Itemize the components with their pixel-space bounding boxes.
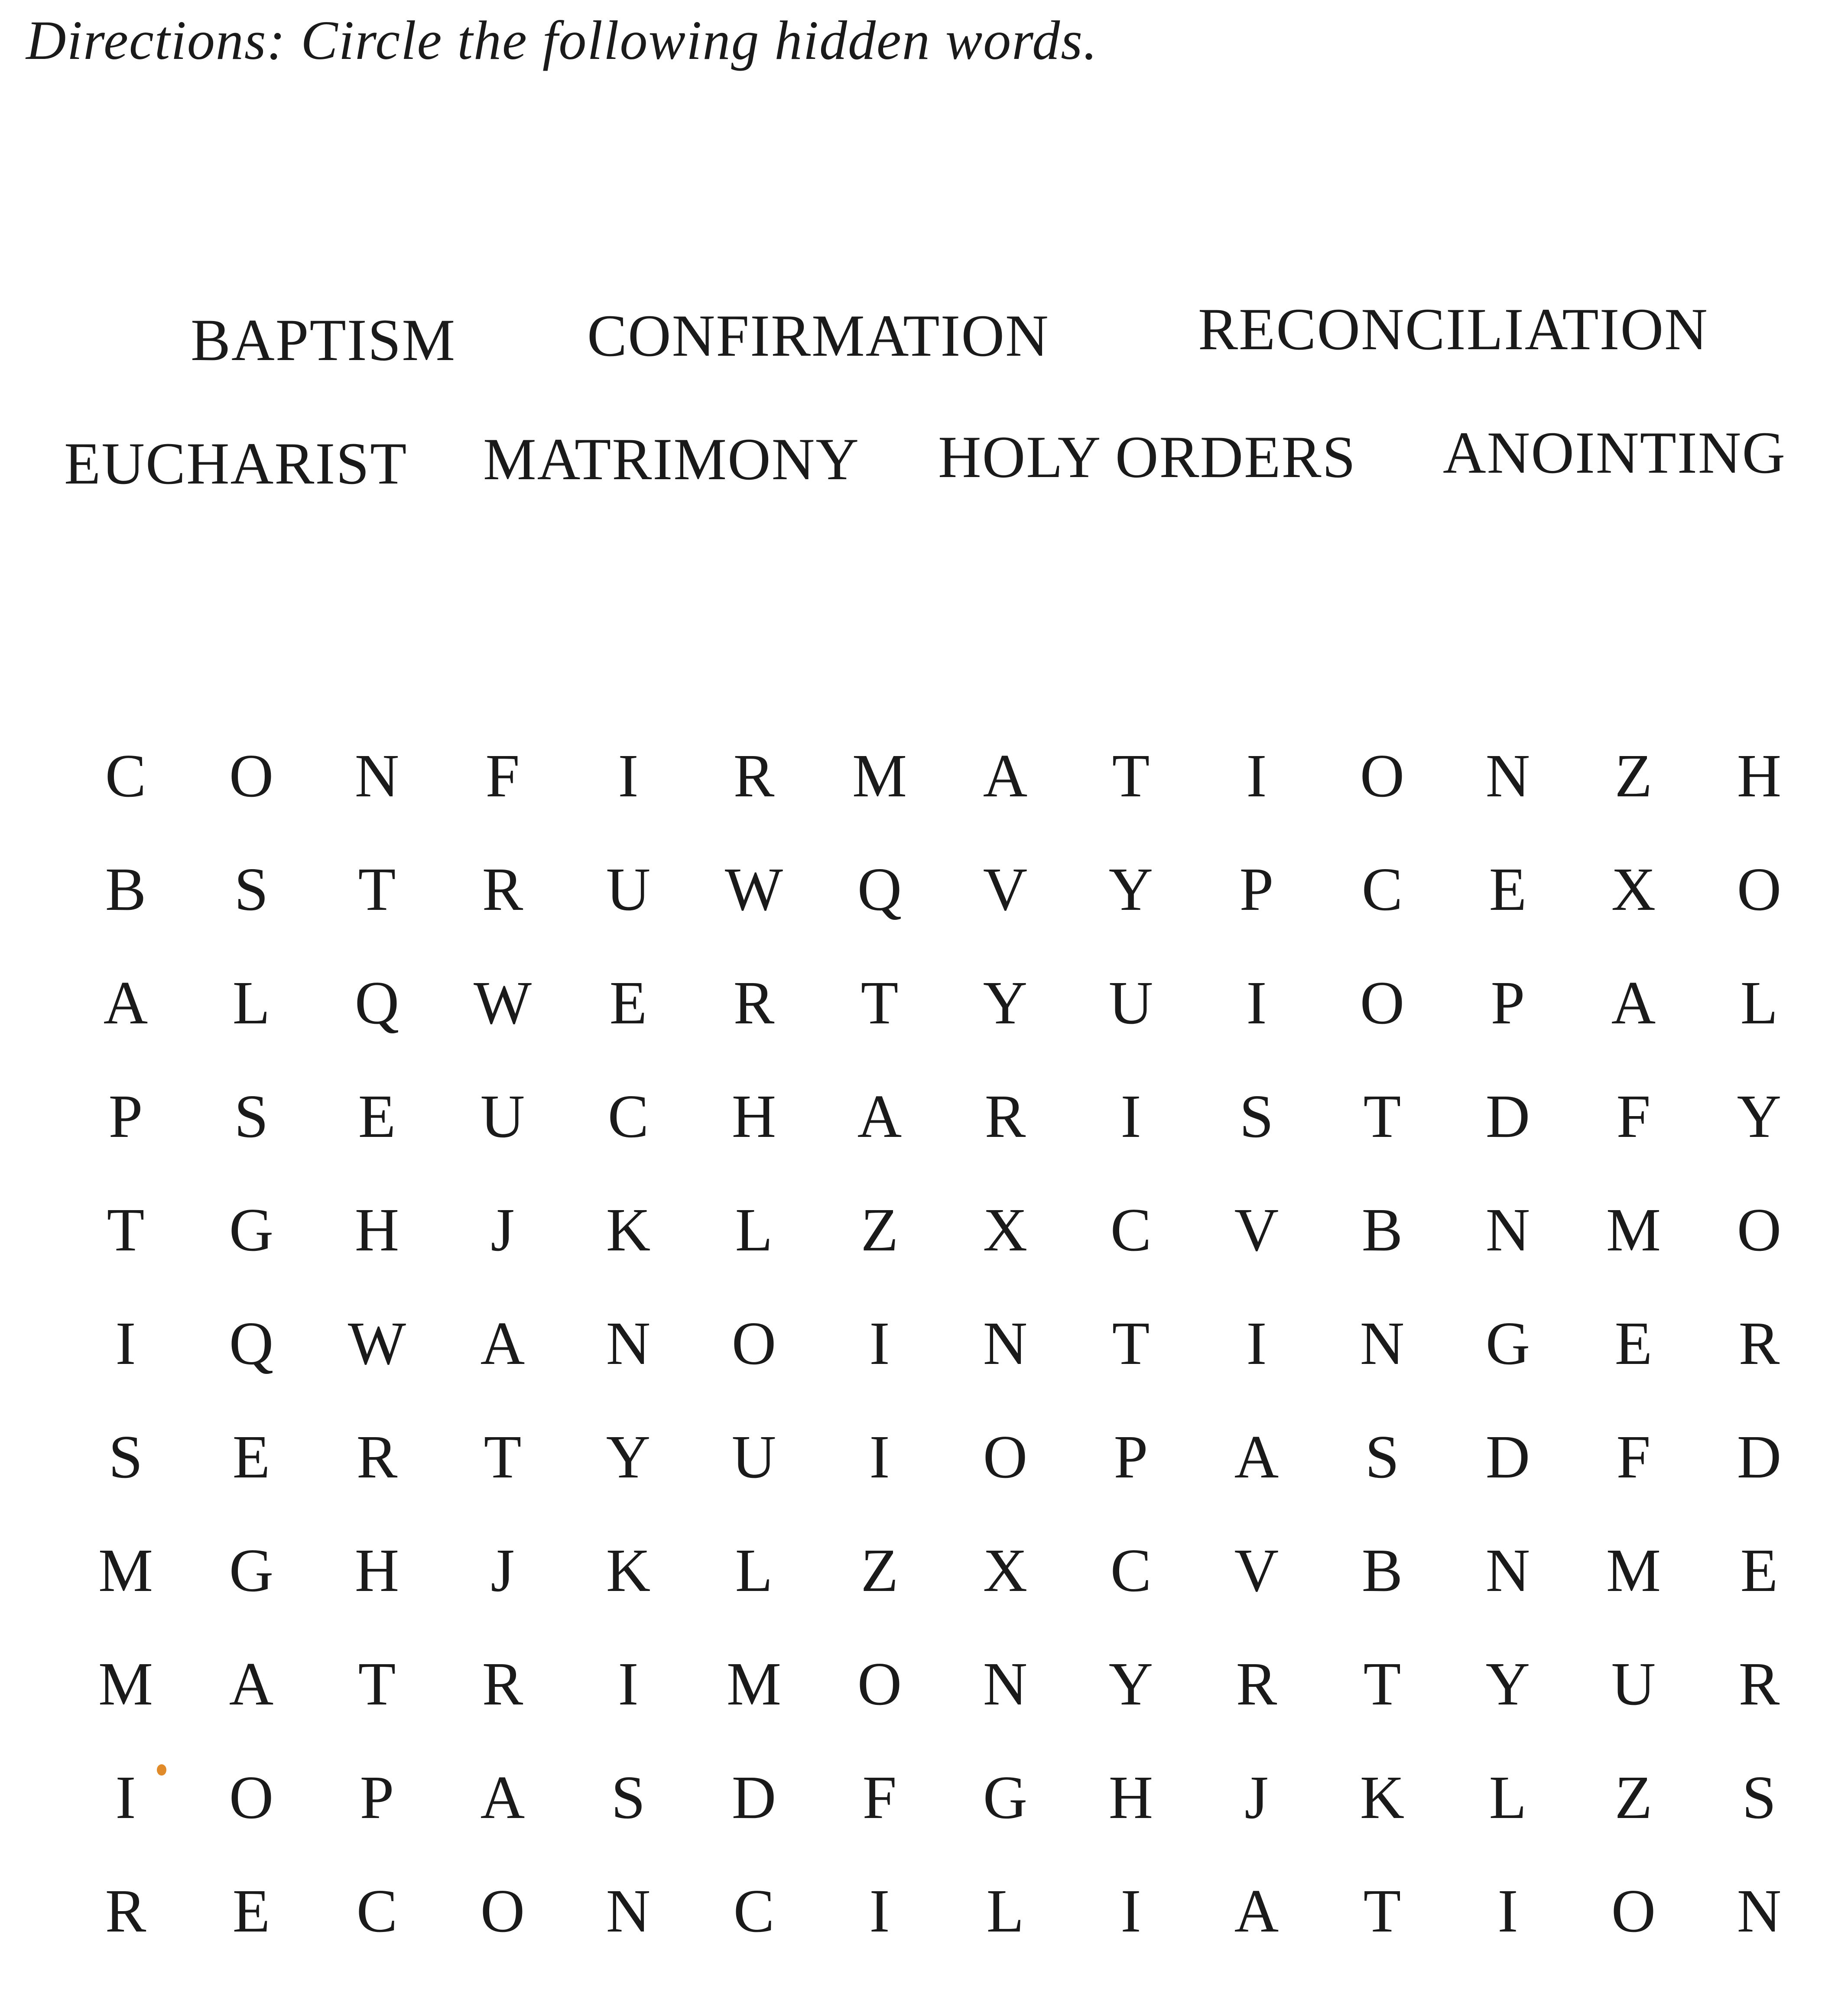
grid-letter[interactable]: K	[1360, 1763, 1405, 1831]
grid-row	[78, 1754, 1794, 1841]
grid-letter[interactable]: V	[1234, 1536, 1279, 1604]
grid-letter[interactable]: S	[108, 1422, 143, 1491]
grid-letter[interactable]: O	[229, 1763, 274, 1831]
grid-letter[interactable]: Z	[861, 1536, 899, 1604]
grid-letter[interactable]: Z	[861, 1195, 899, 1264]
grid-letter[interactable]: Y	[606, 1422, 651, 1491]
word-bank-item: CONFIRMATION	[587, 302, 1049, 369]
grid-letter[interactable]: M	[98, 1649, 153, 1718]
grid-letter[interactable]: A	[103, 968, 148, 1037]
grid-letter[interactable]: N	[1485, 1195, 1530, 1264]
grid-letter[interactable]: P	[1239, 855, 1274, 923]
grid-letter[interactable]: I	[869, 1876, 890, 1945]
grid-letter[interactable]: P	[360, 1763, 394, 1831]
grid-letter[interactable]: M	[1606, 1536, 1661, 1604]
grid-letter[interactable]: H	[731, 1082, 776, 1150]
ink-speck	[157, 1764, 166, 1776]
grid-letter[interactable]: A	[229, 1649, 274, 1718]
grid-letter[interactable]: M	[1606, 1195, 1661, 1264]
grid-letter[interactable]: J	[1244, 1763, 1269, 1831]
grid-letter[interactable]: P	[108, 1082, 143, 1150]
grid-letter[interactable]: J	[490, 1195, 515, 1264]
grid-letter[interactable]: T	[358, 855, 396, 923]
grid-letter[interactable]: O	[1360, 741, 1405, 810]
grid-letter[interactable]: A	[480, 1763, 525, 1831]
grid-letter[interactable]: L	[1740, 968, 1778, 1037]
grid-letter[interactable]: I	[1120, 1876, 1141, 1945]
grid-letter[interactable]: B	[105, 855, 146, 923]
grid-letter[interactable]: P	[1114, 1422, 1148, 1491]
grid-letter[interactable]: N	[1485, 1536, 1530, 1604]
grid-letter[interactable]: I	[115, 1309, 136, 1377]
grid-letter[interactable]: I	[1246, 741, 1267, 810]
grid-letter[interactable]: S	[234, 855, 269, 923]
grid-letter[interactable]: R	[1738, 1649, 1780, 1718]
grid-letter[interactable]: R	[1738, 1309, 1780, 1377]
grid-letter[interactable]: W	[473, 968, 532, 1037]
word-bank-item: BAPTISM	[191, 307, 456, 373]
grid-row	[78, 846, 1794, 932]
grid-letter[interactable]: W	[724, 855, 783, 923]
grid-letter[interactable]: C	[1110, 1195, 1152, 1264]
grid-letter[interactable]: G	[1485, 1309, 1530, 1377]
grid-letter[interactable]: T	[107, 1195, 145, 1264]
grid-letter[interactable]: D	[1737, 1422, 1782, 1491]
grid-letter[interactable]: I	[1246, 1309, 1267, 1377]
grid-letter[interactable]: B	[1361, 1195, 1403, 1264]
grid-letter[interactable]: H	[354, 1195, 399, 1264]
grid-letter[interactable]: R	[1236, 1649, 1277, 1718]
grid-letter[interactable]: L	[1489, 1763, 1527, 1831]
grid-letter[interactable]: N	[606, 1309, 651, 1377]
grid-letter[interactable]: Y	[983, 968, 1028, 1037]
grid-letter[interactable]: K	[606, 1195, 651, 1264]
grid-letter[interactable]: U	[731, 1422, 776, 1491]
word-bank-item: RECONCILIATION	[1198, 296, 1708, 362]
grid-letter[interactable]: Z	[1614, 1763, 1653, 1831]
grid-letter[interactable]: C	[356, 1876, 398, 1945]
grid-letter[interactable]: O	[1737, 855, 1782, 923]
grid-letter[interactable]: S	[1365, 1422, 1400, 1491]
grid-letter[interactable]: F	[862, 1763, 897, 1831]
grid-letter[interactable]: M	[852, 741, 907, 810]
word-bank-item: HOLY ORDERS	[938, 424, 1357, 490]
directions-text: Directions: Circle the following hidden words.	[26, 10, 1098, 71]
grid-letter[interactable]: I	[869, 1309, 890, 1377]
grid-letter[interactable]: A	[857, 1082, 902, 1150]
grid-letter[interactable]: T	[1112, 1309, 1150, 1377]
grid-letter[interactable]: N	[354, 741, 399, 810]
grid-letter[interactable]: N	[983, 1649, 1028, 1718]
grid-letter[interactable]: E	[232, 1876, 270, 1945]
grid-letter[interactable]: W	[347, 1309, 406, 1377]
grid-letter[interactable]: L	[232, 968, 270, 1037]
grid-letter[interactable]: N	[1737, 1876, 1782, 1945]
grid-letter[interactable]: E	[1489, 855, 1527, 923]
grid-letter[interactable]: M	[726, 1649, 782, 1718]
grid-letter[interactable]: V	[1234, 1195, 1279, 1264]
grid-row	[78, 959, 1794, 1046]
grid-letter[interactable]: E	[1740, 1536, 1778, 1604]
grid-letter[interactable]: Y	[1108, 1649, 1153, 1718]
grid-letter[interactable]: A	[1234, 1422, 1279, 1491]
grid-letter[interactable]: D	[1485, 1082, 1530, 1150]
grid-letter[interactable]: A	[1234, 1876, 1279, 1945]
grid-letter[interactable]: R	[482, 1649, 523, 1718]
grid-row	[78, 1867, 1794, 1954]
grid-letter[interactable]: T	[1112, 741, 1150, 810]
grid-letter[interactable]: S	[234, 1082, 269, 1150]
grid-letter[interactable]: T	[1363, 1082, 1401, 1150]
grid-letter[interactable]: L	[735, 1536, 773, 1604]
grid-letter[interactable]: D	[731, 1763, 776, 1831]
grid-letter[interactable]: J	[490, 1536, 515, 1604]
grid-letter[interactable]: O	[229, 741, 274, 810]
word-search-grid	[78, 732, 1794, 1989]
grid-letter[interactable]: E	[232, 1422, 270, 1491]
grid-letter[interactable]: Y	[1108, 855, 1153, 923]
grid-letter[interactable]: B	[1361, 1536, 1403, 1604]
grid-letter[interactable]: I	[1246, 968, 1267, 1037]
grid-letter[interactable]: X	[983, 1536, 1028, 1604]
grid-letter[interactable]: F	[1616, 1422, 1651, 1491]
grid-letter[interactable]: E	[609, 968, 647, 1037]
grid-letter[interactable]: H	[1108, 1763, 1153, 1831]
grid-letter[interactable]: S	[1742, 1763, 1776, 1831]
grid-letter[interactable]: Q	[354, 968, 399, 1037]
grid-letter[interactable]: M	[98, 1536, 153, 1604]
grid-letter[interactable]: I	[1497, 1876, 1518, 1945]
grid-letter[interactable]: R	[105, 1876, 146, 1945]
grid-letter[interactable]: C	[1110, 1536, 1152, 1604]
grid-letter[interactable]: T	[358, 1649, 396, 1718]
grid-letter[interactable]: R	[482, 855, 523, 923]
grid-letter[interactable]: Y	[1737, 1082, 1782, 1150]
grid-letter[interactable]: O	[1737, 1195, 1782, 1264]
grid-letter[interactable]: L	[986, 1876, 1024, 1945]
grid-letter[interactable]: N	[983, 1309, 1028, 1377]
grid-letter[interactable]: F	[1616, 1082, 1651, 1150]
grid-letter[interactable]: O	[983, 1422, 1028, 1491]
grid-letter[interactable]: A	[983, 741, 1028, 810]
grid-letter[interactable]: U	[480, 1082, 525, 1150]
grid-letter[interactable]: R	[984, 1082, 1026, 1150]
grid-row	[78, 1640, 1794, 1727]
grid-letter[interactable]: U	[1108, 968, 1153, 1037]
grid-letter[interactable]: I	[1120, 1082, 1141, 1150]
grid-letter[interactable]: R	[733, 968, 775, 1037]
grid-letter[interactable]: U	[1611, 1649, 1656, 1718]
grid-letter[interactable]: N	[1360, 1309, 1405, 1377]
grid-row	[78, 732, 1794, 819]
grid-letter[interactable]: C	[1361, 855, 1403, 923]
grid-letter[interactable]: P	[1491, 968, 1525, 1037]
grid-letter[interactable]: Z	[1614, 741, 1653, 810]
grid-letter[interactable]: Q	[857, 855, 902, 923]
grid-letter[interactable]: I	[618, 1649, 639, 1718]
grid-letter[interactable]: I	[869, 1422, 890, 1491]
grid-letter[interactable]: S	[611, 1763, 646, 1831]
grid-letter[interactable]: E	[1614, 1309, 1653, 1377]
grid-letter[interactable]: C	[105, 741, 146, 810]
grid-letter[interactable]: L	[735, 1195, 773, 1264]
grid-letter[interactable]: T	[1363, 1649, 1401, 1718]
grid-letter[interactable]: A	[480, 1309, 525, 1377]
grid-letter[interactable]: E	[358, 1082, 396, 1150]
grid-letter[interactable]: G	[229, 1536, 274, 1604]
grid-letter[interactable]: H	[1737, 741, 1782, 810]
grid-letter[interactable]: V	[983, 855, 1028, 923]
grid-letter[interactable]: Q	[229, 1309, 274, 1377]
grid-letter[interactable]: D	[1485, 1422, 1530, 1491]
grid-letter[interactable]: I	[115, 1763, 136, 1831]
grid-letter[interactable]: C	[733, 1876, 775, 1945]
grid-letter[interactable]: K	[606, 1536, 651, 1604]
grid-letter[interactable]: H	[354, 1536, 399, 1604]
grid-letter[interactable]: X	[983, 1195, 1028, 1264]
grid-letter[interactable]: R	[733, 741, 775, 810]
grid-letter[interactable]: G	[983, 1763, 1028, 1831]
grid-letter[interactable]: N	[1485, 741, 1530, 810]
grid-row	[78, 1073, 1794, 1159]
grid-letter[interactable]: O	[1360, 968, 1405, 1037]
grid-letter[interactable]: O	[1611, 1876, 1656, 1945]
grid-row	[78, 1186, 1794, 1273]
grid-letter[interactable]: S	[1239, 1082, 1274, 1150]
grid-letter[interactable]: T	[484, 1422, 522, 1491]
word-bank-item: EUCHARIST	[64, 430, 408, 497]
grid-letter[interactable]: U	[606, 855, 651, 923]
grid-letter[interactable]: O	[731, 1309, 776, 1377]
grid-letter[interactable]: X	[1611, 855, 1656, 923]
grid-letter[interactable]: I	[618, 741, 639, 810]
grid-letter[interactable]: O	[857, 1649, 902, 1718]
grid-row	[78, 1413, 1794, 1500]
grid-row	[78, 1300, 1794, 1386]
grid-letter[interactable]: C	[607, 1082, 649, 1150]
grid-letter[interactable]: F	[485, 741, 520, 810]
word-bank-item: ANOINTING	[1443, 419, 1786, 486]
grid-letter[interactable]: A	[1611, 968, 1656, 1037]
word-bank-item: MATRIMONY	[483, 426, 860, 492]
grid-letter[interactable]: G	[229, 1195, 274, 1264]
grid-letter[interactable]: T	[861, 968, 899, 1037]
grid-letter[interactable]: T	[1363, 1876, 1401, 1945]
grid-letter[interactable]: Y	[1485, 1649, 1530, 1718]
grid-letter[interactable]: O	[480, 1876, 525, 1945]
grid-letter[interactable]: R	[356, 1422, 398, 1491]
grid-row	[78, 1527, 1794, 1613]
grid-letter[interactable]: N	[606, 1876, 651, 1945]
